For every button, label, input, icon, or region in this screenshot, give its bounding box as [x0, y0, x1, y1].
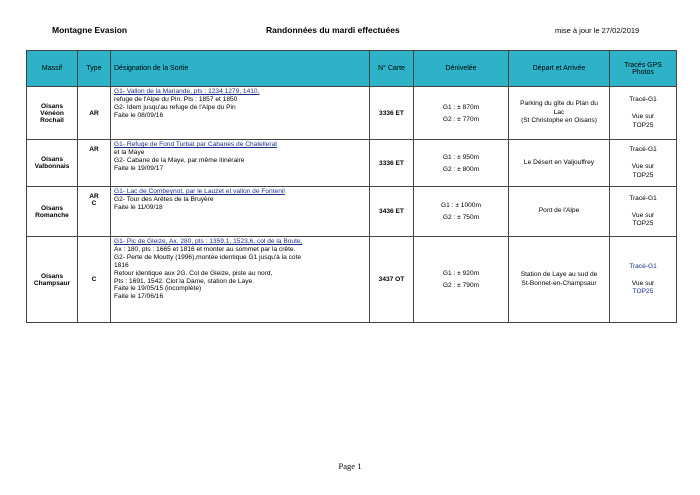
table-row — [27, 237, 677, 323]
g1-route-link[interactable]: G1- Pic de Gleize, Ax. 280, pts : 1359,1, 1523,6, col de la Boute, — [114, 238, 303, 245]
col-carte: N° Carte — [370, 51, 414, 87]
massif-cell: Oisans Romanche — [27, 187, 78, 237]
trace-g1-link[interactable]: Tracé-G1 — [629, 96, 657, 104]
carte-cell: 3336 ET — [370, 87, 414, 140]
club-name: Montagne Evasion — [52, 25, 128, 35]
designation-cell: G1- Lac de Combeynot, par le Lauzet et vallon de Fontenil G2- Tour des Arêtes de la Bruyère Faite le 11/09/18 — [111, 187, 370, 237]
table-row — [27, 187, 677, 237]
depart-cell: Parking du gîte du Plan du Lac (St Christophe en Oisans) — [509, 87, 610, 140]
type-cell: AR — [78, 87, 111, 140]
massif-cell: Oisans Vénéon Rochail — [27, 87, 78, 140]
col-depart: Départ et Arrivée — [509, 51, 610, 87]
denivelee-cell: G1 : ± 950m G2 : ± 800m — [414, 140, 509, 187]
denivelee-cell: G1 : ± 920m G2 : ± 790m — [414, 237, 509, 323]
vue-top25-link[interactable]: Vue sur TOP25 — [631, 211, 655, 228]
col-designation: Désignation de la Sortie — [111, 51, 370, 87]
designation-cell: G1- Pic de Gleize, Ax. 280, pts : 1359,1, 1523,6, col de la Boute, Ax : 180, pts : 1665 et 1816 et monter au sommet par la crête. G2- Perte de Moutty (1996),montée identique G1 jusqu'à la cote 1816 Retour identique aux 2G. Col de Gleize, piste au nord, Pts : 1691, 1542. Clot la Dame, station de Laye. Faite le 19/05/15 (incomplète) Faite le 17/06/16 — [111, 237, 370, 323]
g1-route-link[interactable]: G1- Refuge de Fond Turbat par Cabanes de Chatellerat — [114, 141, 278, 148]
type-cell: C — [78, 237, 111, 323]
col-denivelee: Dénivelée — [414, 51, 509, 87]
gps-cell — [610, 87, 677, 140]
trace-g1-link[interactable]: Tracé-G1 — [629, 194, 657, 202]
denivelee-cell: G1 : ± 870m G2 : ± 770m — [414, 87, 509, 140]
col-gps: Tracés GPS Photos — [610, 51, 677, 87]
depart-cell: Le Désert en Valjouffrey — [509, 140, 610, 187]
g1-route-link[interactable]: G1- Vallon de la Mariande, pts : 1234 1279, 1410, — [114, 88, 260, 95]
vue-top25-link[interactable]: Vue sur TOP25 — [631, 279, 655, 296]
carte-cell: 3437 OT — [370, 237, 414, 323]
update-date: mise à jour le 27/02/2019 — [555, 26, 640, 35]
type-cell: AR C — [78, 187, 111, 237]
trace-g1-link[interactable]: Tracé-G1 — [629, 146, 657, 154]
table-row — [27, 140, 677, 187]
denivelee-cell: G1 : ± 1000m G2 : ± 750m — [414, 187, 509, 237]
carte-cell: 3436 ET — [370, 187, 414, 237]
gps-cell — [610, 237, 677, 323]
g1-route-link[interactable]: G1- Lac de Combeynot, par le Lauzet et vallon de Fontenil — [114, 188, 285, 195]
depart-cell: Pont de l'Alpe — [509, 187, 610, 237]
vue-top25-link[interactable]: Vue sur TOP25 — [631, 113, 655, 129]
massif-cell: Oisans Valbonnais — [27, 140, 78, 187]
page-title: Randonnées du mardi effectuées — [266, 25, 400, 35]
col-type: Type — [78, 51, 111, 87]
table-row — [27, 87, 677, 140]
table-header-row — [27, 51, 677, 87]
vue-top25-link[interactable]: Vue sur TOP25 — [631, 163, 655, 179]
col-massif: Massif — [27, 51, 78, 87]
depart-cell: Station de Laye au sud de St-Bonnet-en-Champsaur — [509, 237, 610, 323]
carte-cell: 3336 ET — [370, 140, 414, 187]
outings-table — [26, 50, 677, 323]
massif-cell: Oisans Champsaur — [27, 237, 78, 323]
designation-cell: G1- Refuge de Fond Turbat par Cabanes de Chatellerat et la Maye G2- Cabane de la Maye, par même itinéraire Faite le 19/09/17 — [111, 140, 370, 187]
gps-cell — [610, 140, 677, 187]
type-cell: AR — [78, 140, 111, 187]
trace-g1-link[interactable]: Tracé-G1 — [629, 262, 657, 270]
gps-cell — [610, 187, 677, 237]
page-number: Page 1 — [338, 461, 362, 471]
designation-cell: G1- Vallon de la Mariande, pts : 1234 1279, 1410, refuge de l'Alpe du Pin. Pts : 1857 et 1850 G2- Idem jusqu'au refuge de l'Alpe du Pin Faite le 08/09/16 — [111, 87, 370, 140]
